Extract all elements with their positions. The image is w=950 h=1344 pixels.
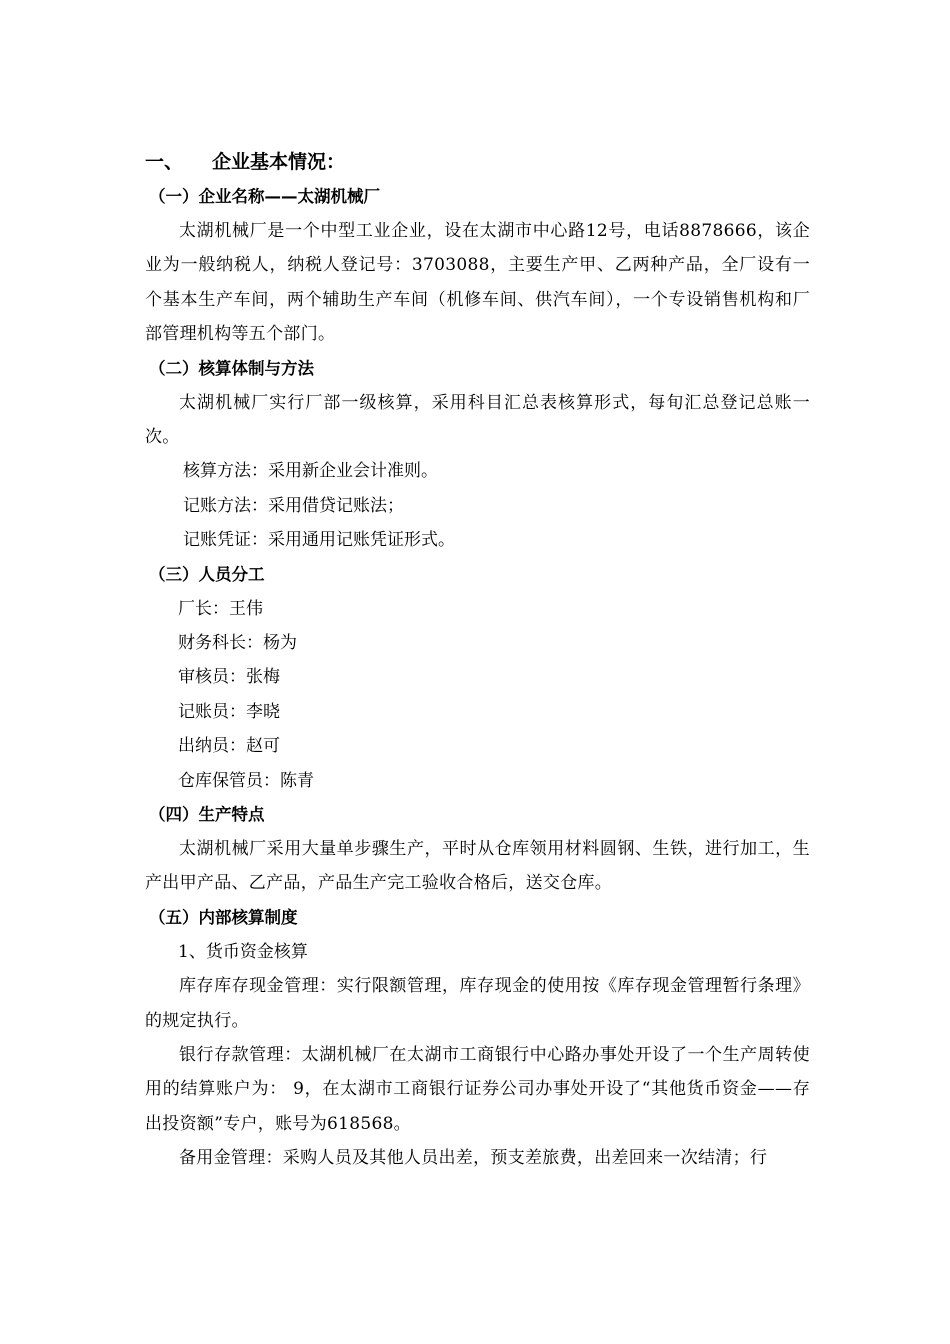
line-voucher-form: 记账凭证：采用通用记账凭证形式。 — [183, 530, 455, 551]
item-monetary-funds: 1、货币资金核算 — [178, 941, 308, 962]
line-accounting-method: 核算方法：采用新企业会计准则。 — [183, 461, 438, 482]
subheading-accounting-system: （二）核算体制与方法 — [149, 358, 314, 378]
section-title: 企业基本情况： — [212, 151, 346, 173]
staff-cashier: 出纳员：赵可 — [178, 736, 280, 757]
paragraph-petty-cash: 备用金管理：采购人员及其他人员出差，预支差旅费，出差回来一次结清；行 — [179, 1148, 768, 1169]
subheading-company-name: （一）企业名称——太湖机械厂 — [149, 187, 380, 206]
paragraph-company-intro: 太湖机械厂是一个中型工业企业，设在太湖市中心路12号，电话8878666，该企业为一般纳税人，纳税人登记号：3703088，主要生产甲、乙两种产品，全厂设有一个基本生产车间，两个辅助生产车间（机修车间、供汽车间），一个专设销售机构和厂部管理机构等五个部门。 — [145, 221, 810, 345]
paragraph-production: 太湖机械厂采用大量单步骤生产，平时从仓库领用材料圆钢、生铁，进行加工，生产出甲产品、乙产品，产品生产完工验收合格后，送交仓库。 — [145, 838, 810, 894]
paragraph-cash-management: 库存库存现金管理：实行限额管理，库存现金的使用按《库存现金管理暂行条理》的规定执行。 — [145, 976, 810, 1031]
subheading-staff: （三）人员分工 — [149, 564, 265, 584]
subheading-production: （四）生产特点 — [149, 804, 265, 824]
paragraph-bank-deposit: 银行存款管理：太湖机械厂在太湖市工商银行中心路办事处开设了一个生产周转使用的结算账户为： 9，在太湖市工商银行证券公司办事处开设了“其他货币资金——存出投资额”专户，账号为618568。 — [145, 1044, 810, 1134]
subheading-internal-accounting: （五）内部核算制度 — [149, 907, 298, 927]
line-bookkeeping-method: 记账方法：采用借贷记账法； — [183, 495, 404, 516]
document-body — [145, 146, 810, 1176]
section-number: 一、 — [145, 151, 184, 173]
staff-director: 厂长：王伟 — [178, 598, 263, 619]
section-heading-basic-info — [145, 146, 810, 178]
staff-warehouse-keeper: 仓库保管员：陈青 — [178, 770, 314, 791]
staff-auditor: 审核员：张梅 — [178, 667, 280, 688]
staff-finance-chief: 财务科长：杨为 — [178, 633, 297, 653]
paragraph-accounting-system: 太湖机械厂实行厂部一级核算，采用科目汇总表核算形式，每旬汇总登记总账一次。 — [145, 392, 810, 448]
staff-bookkeeper: 记账员：李晓 — [178, 701, 280, 722]
